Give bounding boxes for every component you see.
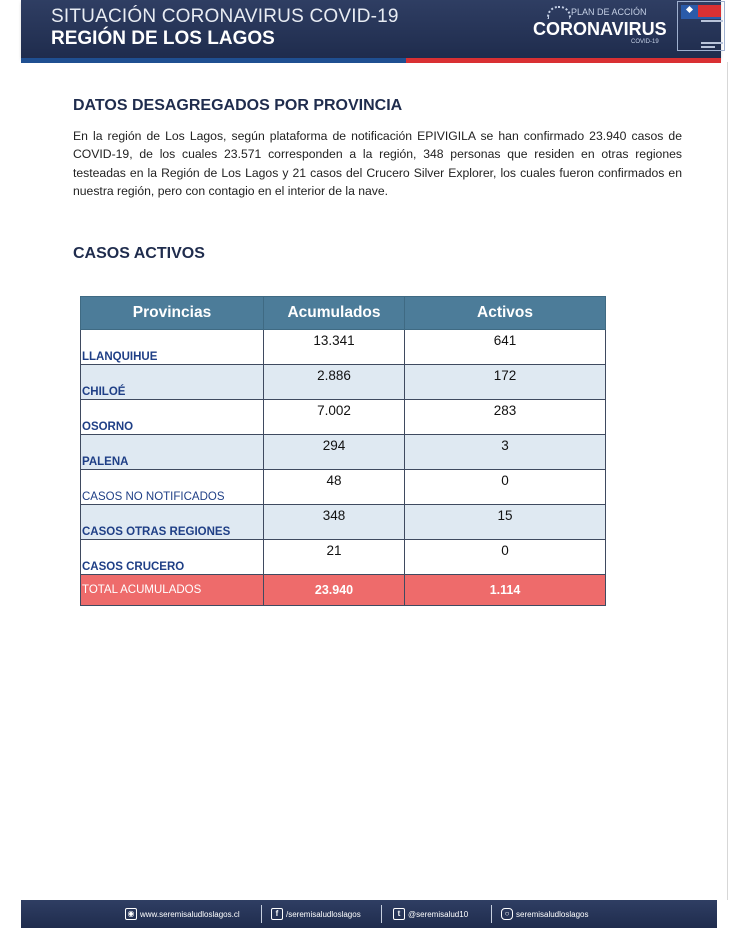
- plan-sub: COVID-19: [631, 39, 659, 45]
- footer-divider: [381, 905, 382, 923]
- section-title-casos-activos: CASOS ACTIVOS: [73, 245, 205, 262]
- section-title-datos: DATOS DESAGREGADOS POR PROVINCIA: [73, 97, 403, 114]
- cell-acumulados: 48: [264, 470, 405, 505]
- cell-total-acumulados: 23.940: [264, 575, 405, 606]
- footer-divider: [261, 905, 262, 923]
- page-edge-line: [727, 62, 728, 900]
- cell-provincia: CASOS CRUCERO: [81, 540, 264, 575]
- footer-twitter[interactable]: [393, 907, 468, 921]
- footer-facebook[interactable]: [271, 907, 361, 921]
- header-acumulados: Acumulados: [264, 297, 405, 330]
- cases-table: [80, 296, 606, 606]
- cell-total-label: TOTAL ACUMULADOS: [81, 575, 264, 606]
- footer-twitter-text: @seremisalud10: [408, 909, 469, 919]
- intro-paragraph: En la región de Los Lagos, según plataforma de notificación EPIVIGILA se han confirmado 23.940 casos de COVID-19, de los cuales 23.571 corresponden a la región, 348 personas que residen en otras regiones testeadas en la Región de Los Lagos y 21 casos del Crucero Silver Explorer, los cuales fueron confirmados en nuestra región, pero con contagio en el interior de la nave.: [73, 129, 682, 198]
- table-row: [81, 435, 606, 470]
- cell-activos: 15: [405, 505, 606, 540]
- table-row: [81, 505, 606, 540]
- cell-acumulados: 7.002: [264, 400, 405, 435]
- table-row: [81, 540, 606, 575]
- table-row: [81, 330, 606, 365]
- page-footer: [21, 900, 717, 928]
- cell-provincia: CASOS NO NOTIFICADOS: [81, 470, 264, 505]
- flag-blue-block: [681, 5, 698, 17]
- flag-red-block: [698, 5, 721, 17]
- table-header-row: [81, 297, 606, 330]
- header-stripe: [21, 58, 721, 63]
- table-row: [81, 470, 606, 505]
- cell-provincia: CASOS OTRAS REGIONES: [81, 505, 264, 540]
- flag-bar: [681, 17, 721, 19]
- footer-instagram[interactable]: [501, 907, 588, 921]
- twitter-icon: t: [393, 908, 405, 920]
- header-provincias: Provincias: [81, 297, 264, 330]
- table-row: [81, 400, 606, 435]
- cell-activos: 172: [405, 365, 606, 400]
- page-header: [21, 0, 721, 58]
- logo-text-line: [701, 46, 715, 48]
- cell-activos: 283: [405, 400, 606, 435]
- cell-total-activos: 1.114: [405, 575, 606, 606]
- cell-acumulados: 2.886: [264, 365, 405, 400]
- logo-text-line: [701, 20, 723, 22]
- government-logo: [677, 1, 725, 51]
- cell-acumulados: 294: [264, 435, 405, 470]
- facebook-icon: f: [271, 908, 283, 920]
- footer-web-text: www.seremisaludloslagos.cl: [140, 909, 240, 919]
- footer-facebook-text: /seremisaludloslagos: [286, 909, 361, 919]
- cell-activos: 0: [405, 540, 606, 575]
- cell-provincia: OSORNO: [81, 400, 264, 435]
- web-icon: ◉: [125, 908, 137, 920]
- footer-web[interactable]: [125, 907, 240, 921]
- plan-brand: CORONAVIRUS: [533, 19, 667, 39]
- header-subtitle: REGIÓN DE LOS LAGOS: [51, 28, 275, 49]
- header-activos: Activos: [405, 297, 606, 330]
- cell-acumulados: 13.341: [264, 330, 405, 365]
- table-row: [81, 365, 606, 400]
- cell-activos: 641: [405, 330, 606, 365]
- cell-provincia: CHILOÉ: [81, 365, 264, 400]
- table-total-row: [81, 575, 606, 606]
- plan-de-accion-logo: [509, 3, 667, 48]
- dome-icon: [547, 6, 571, 19]
- cell-provincia: PALENA: [81, 435, 264, 470]
- header-title: SITUACIÓN CORONAVIRUS COVID-19: [51, 6, 399, 27]
- cell-activos: 3: [405, 435, 606, 470]
- footer-divider: [491, 905, 492, 923]
- cell-acumulados: 348: [264, 505, 405, 540]
- cell-activos: 0: [405, 470, 606, 505]
- footer-instagram-text: seremisaludloslagos: [516, 909, 589, 919]
- cell-provincia: LLANQUIHUE: [81, 330, 264, 365]
- cell-acumulados: 21: [264, 540, 405, 575]
- logo-text-line: [701, 42, 723, 44]
- instagram-icon: ○: [501, 908, 513, 920]
- plan-label: PLAN DE ACCIÓN: [571, 7, 647, 17]
